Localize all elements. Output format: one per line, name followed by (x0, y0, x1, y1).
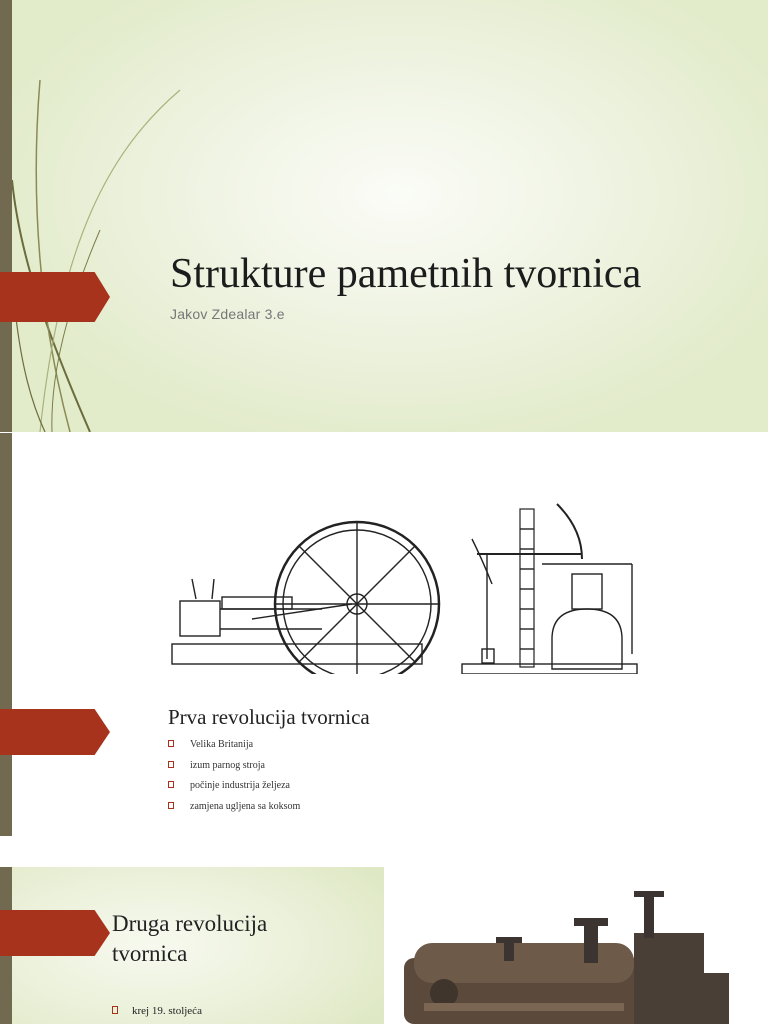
slide-title: Druga revolucija tvornica (112, 911, 268, 966)
author-subtitle: Jakov Zdealar 3.e (170, 306, 285, 322)
arrow-marker (0, 709, 110, 755)
bullet-list (168, 739, 300, 821)
bullet-icon (112, 1006, 118, 1014)
decorative-swoosh (0, 0, 200, 432)
bullet-icon (168, 761, 174, 768)
arrow-marker (0, 272, 110, 322)
list-item: počinje industrija željeza (168, 780, 300, 801)
bullet-icon (168, 740, 174, 747)
left-accent-bar (0, 433, 12, 836)
second-revolution-slide (0, 837, 768, 1024)
arrow-marker (0, 910, 110, 956)
list-item: izum parnog stroja (168, 760, 300, 781)
steam-engine-illustration (162, 469, 642, 674)
presentation-title: Strukture pametnih tvornica (170, 251, 642, 297)
title-slide (0, 0, 768, 432)
list-item: krej 19. stoljeća (112, 1005, 202, 1017)
list-item: zamjena ugljena sa koksom (168, 801, 300, 822)
industrial-machine-photo (384, 863, 768, 1024)
bullet-icon (168, 802, 174, 809)
list-item: Velika Britanija (168, 739, 300, 760)
left-accent-bar (0, 0, 12, 432)
bullet-icon (168, 781, 174, 788)
slide-title: Prva revolucija tvornica (168, 705, 370, 729)
first-revolution-slide (0, 433, 768, 836)
